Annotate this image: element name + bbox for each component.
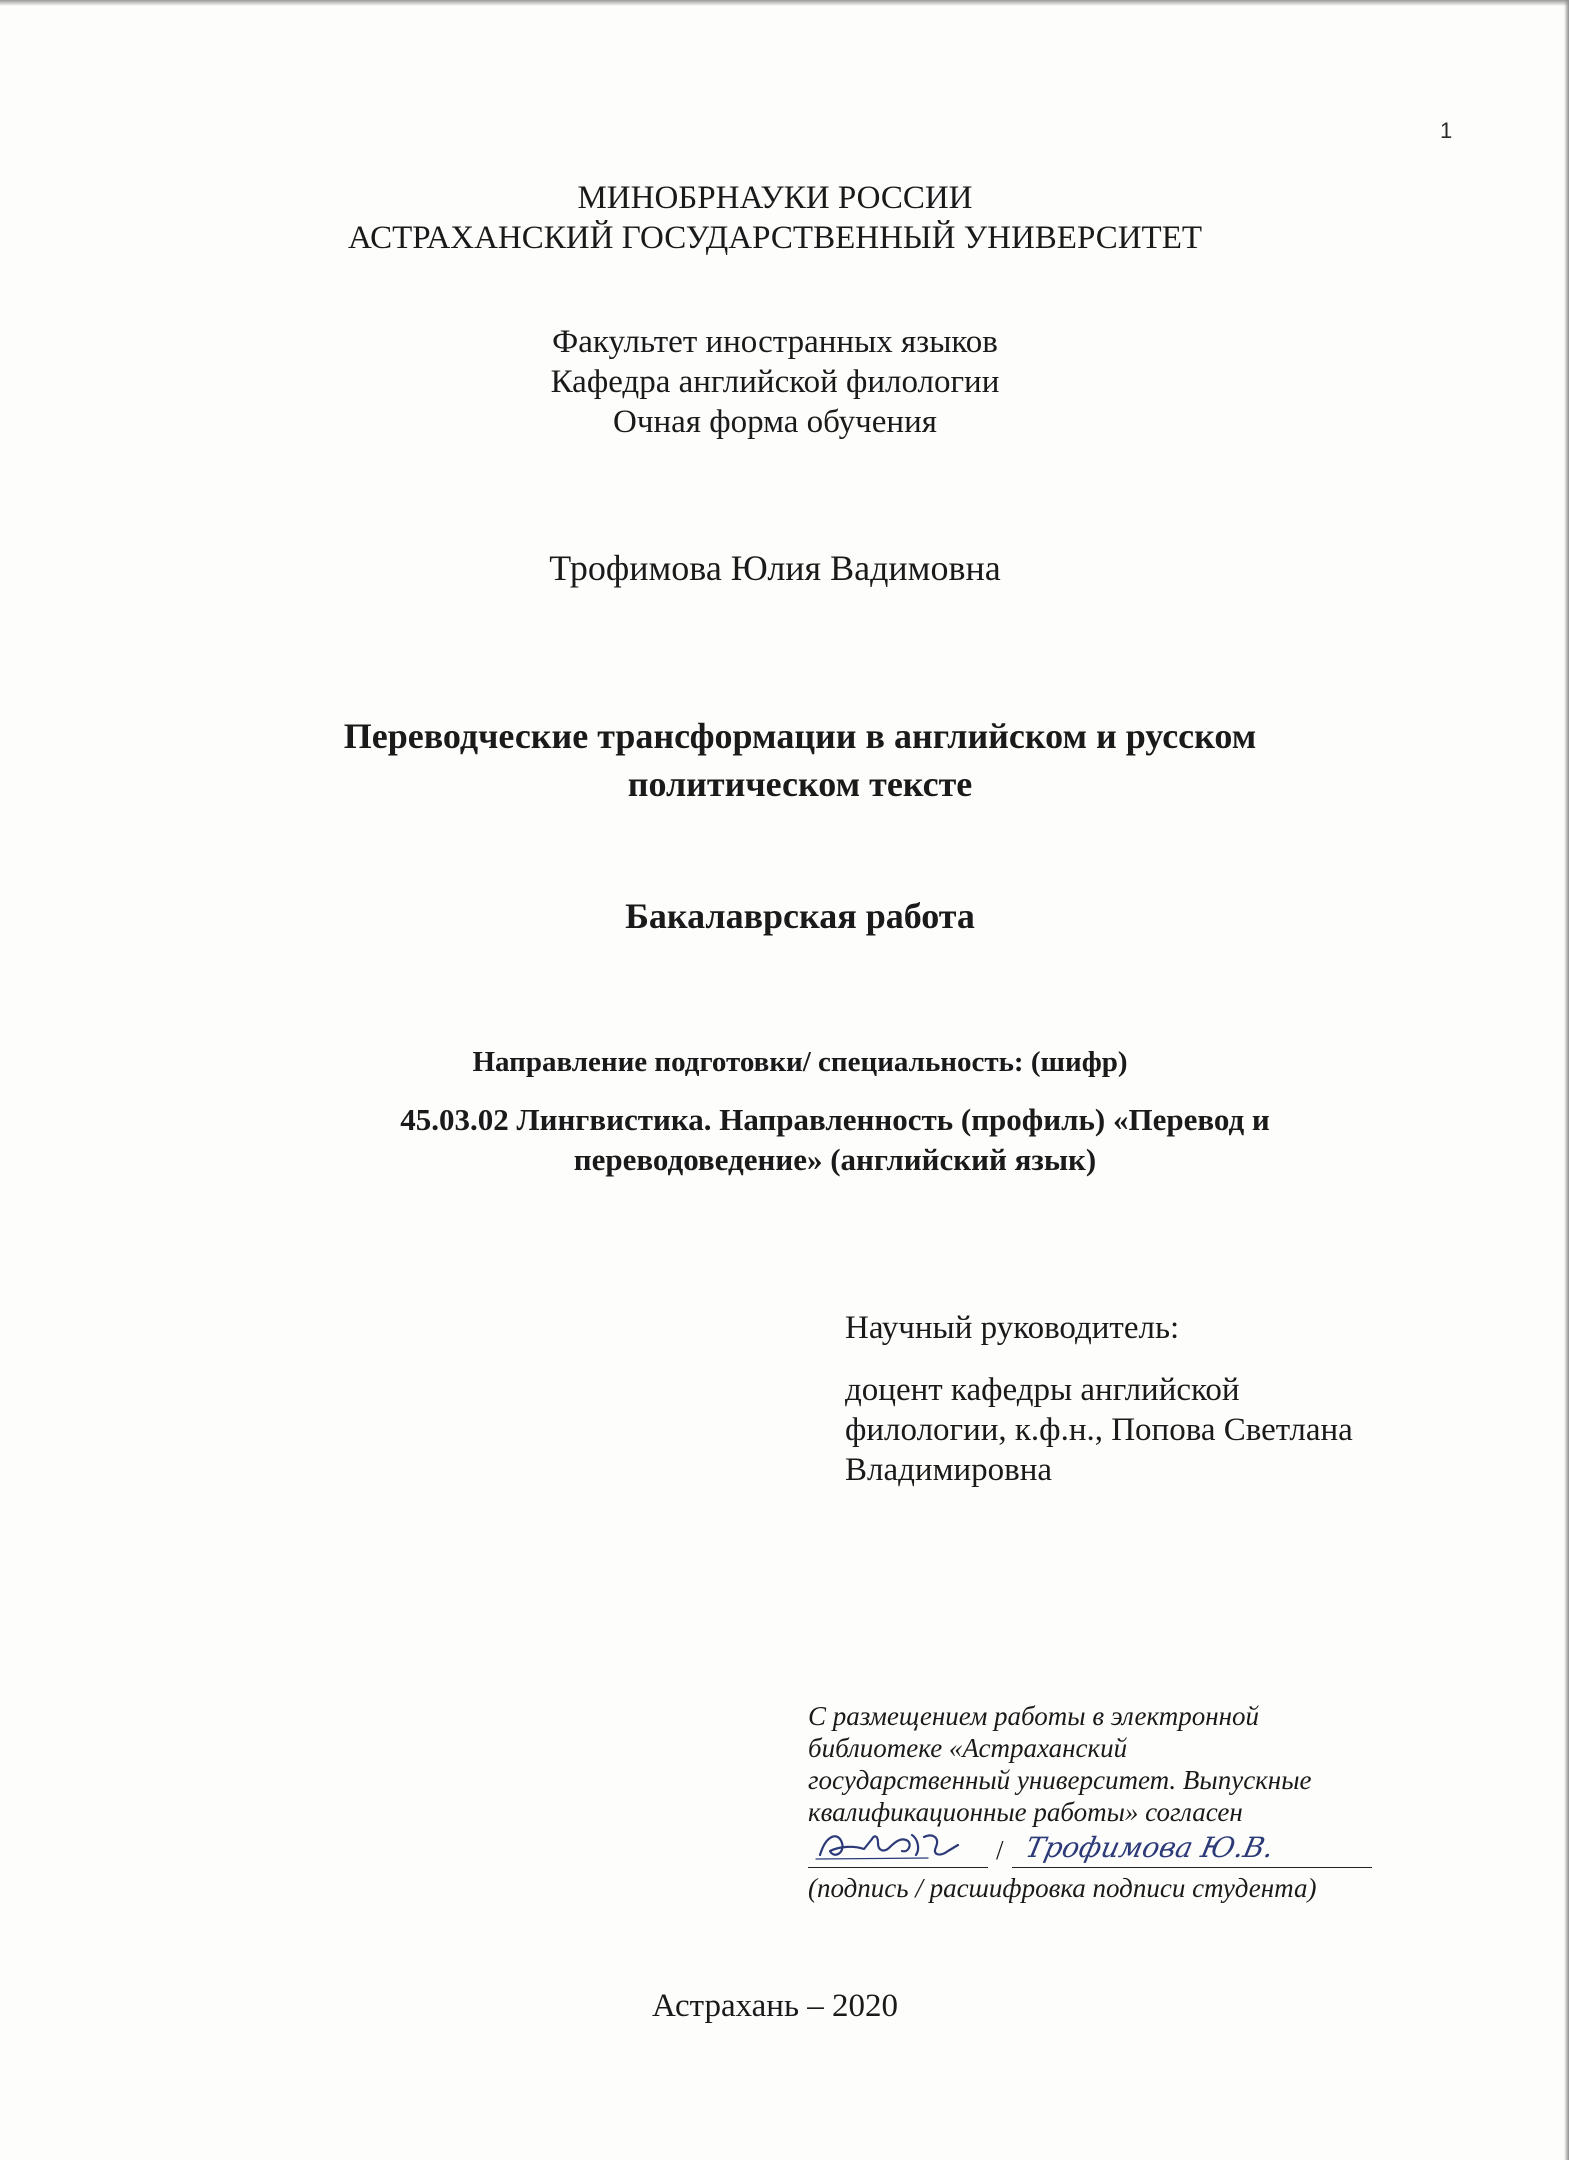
handwritten-signature xyxy=(808,1825,988,1865)
work-type: Бакалаврская работа xyxy=(625,896,975,936)
consent-block xyxy=(808,1700,1428,1904)
page-number: 1 xyxy=(1440,118,1453,143)
signature-line xyxy=(808,1830,1428,1868)
signature-field xyxy=(808,1831,988,1868)
department-name: Кафедра английской филологии xyxy=(550,364,1000,400)
direction-label: Направление подготовки/ специальность: (шифр) xyxy=(472,1046,1128,1078)
author-name: Трофимова Юлия Вадимовна xyxy=(549,548,1001,588)
supervisor-line-3: Владимировна xyxy=(845,1452,1053,1488)
handwritten-student-name: Трофимова Ю.В. xyxy=(1022,1831,1277,1864)
header-department-block xyxy=(260,322,1290,442)
consent-line-1: С размещением работы в электронной xyxy=(808,1701,1260,1731)
study-form: Очная форма обучения xyxy=(613,404,937,440)
scan-edge-right xyxy=(1564,0,1569,2160)
thesis-title xyxy=(280,712,1320,808)
supervisor-block xyxy=(845,1308,1445,1490)
supervisor-line-1: доцент кафедры английской xyxy=(845,1372,1240,1408)
signature-caption: (подпись / расшифровка подписи студента) xyxy=(808,1873,1317,1903)
direction-value xyxy=(300,1100,1370,1180)
supervisor-label: Научный руководитель: xyxy=(845,1310,1180,1346)
consent-line-3: государственный университет. Выпускные xyxy=(808,1765,1312,1795)
signature-decoding-field xyxy=(1012,1831,1372,1868)
signature-separator: / xyxy=(996,1835,1004,1865)
direction-line-2: переводоведение» (английский язык) xyxy=(573,1142,1097,1177)
thesis-title-line-2: политическом тексте xyxy=(627,764,973,804)
ministry-name: МИНОБРНАУКИ РОССИИ xyxy=(577,180,973,216)
consent-line-4: квалификационные работы» согласен xyxy=(808,1797,1243,1827)
scan-edge-top xyxy=(0,0,1569,6)
city-year: Астрахань – 2020 xyxy=(651,1988,899,2024)
thesis-title-line-1: Переводческие трансформации в английском и русском xyxy=(343,716,1257,756)
faculty-name: Факультет иностранных языков xyxy=(552,324,998,360)
header-organization xyxy=(260,178,1290,258)
direction-line-1: 45.03.02 Лингвистика. Направленность (профиль) «Перевод и xyxy=(400,1102,1270,1137)
supervisor-line-2: филологии, к.ф.н., Попова Светлана xyxy=(845,1412,1353,1448)
university-name: АСТРАХАНСКИЙ ГОСУДАРСТВЕННЫЙ УНИВЕРСИТЕТ xyxy=(347,220,1203,256)
consent-line-2: библиотеке «Астраханский xyxy=(808,1733,1128,1763)
